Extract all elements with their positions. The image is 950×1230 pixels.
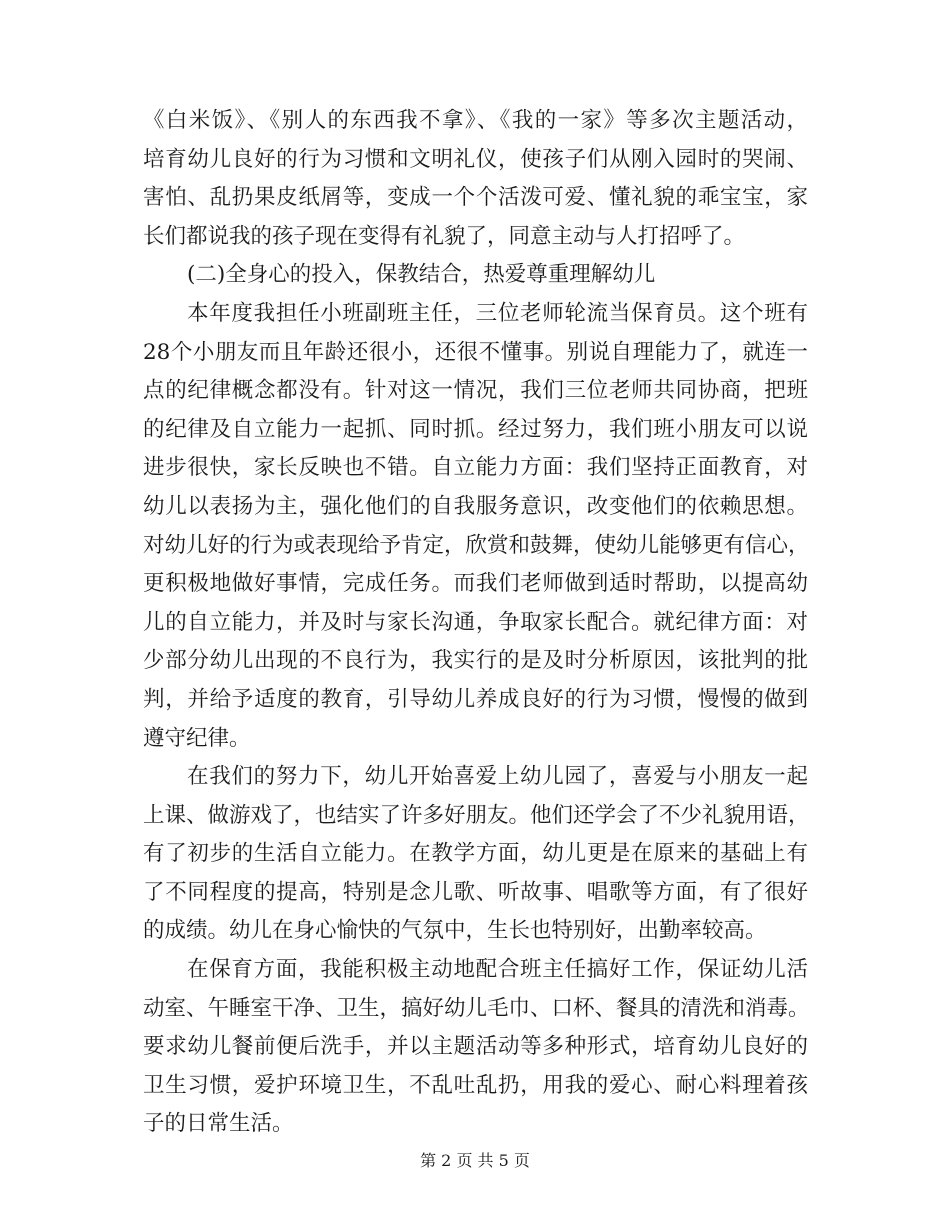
paragraph	[143, 295, 808, 758]
paragraph	[143, 758, 808, 951]
text-line: 《白米饭》、《别人的东西我不拿》、《我的一家》等多次主题活动，	[143, 108, 808, 133]
text-line: 卫生习惯，爱护环境卫生，不乱吐乱扔，用我的爱心、耐心料理着孩	[143, 1072, 808, 1098]
document-body	[143, 102, 808, 1144]
text-line: 要求幼儿餐前便后洗手，并以主题活动等多种形式，培育幼儿良好的	[143, 1034, 808, 1060]
text-line: 在我们的努力下，幼儿开始喜爱上幼儿园了，喜爱与小朋友一起	[187, 764, 808, 790]
text-line: 的成绩。幼儿在身心愉快的气氛中，生长也特别好，出勤率较高。	[143, 918, 767, 944]
page-footer: 第 2 页 共 5 页	[420, 1151, 530, 1170]
text-line: 28个小朋友而且年龄还很小，还很不懂事。别说自理能力了，就连一	[143, 339, 808, 365]
text-line: 遵守纪律。	[143, 725, 251, 751]
text-line: 在保育方面，我能积极主动地配合班主任搞好工作，保证幼儿活	[187, 957, 808, 983]
text-line: (二)全身心的投入，保教结合，热爱尊重理解幼儿	[187, 262, 656, 288]
text-line: 进步很快，家长反映也不错。自立能力方面：我们坚持正面教育，对	[143, 455, 808, 481]
text-line: 上课、做游戏了，也结实了许多好朋友。他们还学会了不少礼貌用语，	[143, 802, 810, 828]
text-line: 害怕、乱扔果皮纸屑等，变成一个个活泼可爱、懂礼貌的乖宝宝，家	[143, 185, 808, 211]
text-line: 幼儿以表扬为主，强化他们的自我服务意识，改变他们的依赖思想。	[143, 493, 808, 519]
text-line: 判，并给予适度的教育，引导幼儿养成良好的行为习惯，慢慢的做到	[143, 686, 808, 712]
text-line: 更积极地做好事情，完成任务。而我们老师做到适时帮助，以提高幼	[143, 571, 808, 597]
text-line: 动室、午睡室干净、卫生，搞好幼儿毛巾、口杯、餐具的清洗和消毒。	[143, 995, 810, 1021]
text-line: 少部分幼儿出现的不良行为，我实行的是及时分析原因，该批判的批	[143, 648, 808, 674]
text-line: 了不同程度的提高，特别是念儿歌、听故事、唱歌等方面，有了很好	[143, 879, 808, 905]
text-line: 培育幼儿良好的行为习惯和文明礼仪，使孩子们从刚入园时的哭闹、	[143, 146, 808, 172]
text-line: 子的日常生活。	[143, 1111, 294, 1137]
text-line: 本年度我担任小班副班主任，三位老师轮流当保育员。这个班有	[187, 300, 808, 326]
paragraph	[143, 256, 808, 295]
text-line: 有了初步的生活自立能力。在教学方面，幼儿更是在原来的基础上有	[143, 841, 808, 867]
paragraph	[143, 102, 808, 256]
paragraph	[143, 951, 808, 1144]
text-line: 点的纪律概念都没有。针对这一情况，我们三位老师共同协商，把班	[143, 378, 808, 404]
text-line: 对幼儿好的行为或表现给予肯定，欣赏和鼓舞，使幼儿能够更有信心，	[143, 532, 810, 558]
text-line: 长们都说我的孩子现在变得有礼貌了，同意主动与人打招呼了。	[143, 223, 746, 249]
text-line: 的纪律及自立能力一起抓、同时抓。经过努力，我们班小朋友可以说	[143, 416, 808, 442]
text-line: 儿的自立能力，并及时与家长沟通，争取家长配合。就纪律方面：对	[143, 609, 808, 635]
